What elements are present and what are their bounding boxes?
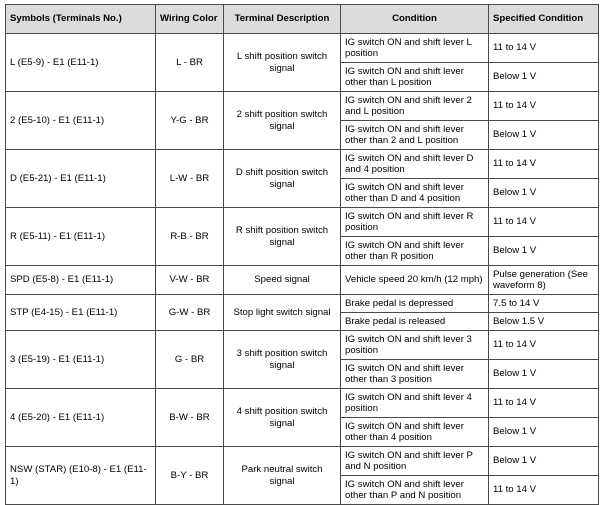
table-row xyxy=(6,295,599,313)
terminal-description-cell: R shift position switch signal xyxy=(224,208,341,266)
specified-condition-cell: 11 to 14 V xyxy=(489,150,599,179)
table-row xyxy=(6,266,599,295)
header-terminal-description: Terminal Description xyxy=(224,5,341,34)
condition-cell: IG switch ON and shift lever 4 position xyxy=(341,389,489,418)
specified-condition-cell: Below 1 V xyxy=(489,63,599,92)
condition-cell: IG switch ON and shift lever 3 position xyxy=(341,331,489,360)
terminal-symbol-cell: NSW (STAR) (E10-8) - E1 (E11-1) xyxy=(6,447,156,505)
terminal-symbol-cell: 3 (E5-19) - E1 (E11-1) xyxy=(6,331,156,389)
condition-cell: IG switch ON and shift lever R position xyxy=(341,208,489,237)
table-row xyxy=(6,208,599,237)
table-header xyxy=(6,5,599,34)
condition-cell: IG switch ON and shift lever L position xyxy=(341,34,489,63)
specified-condition-cell: 11 to 14 V xyxy=(489,476,599,505)
specified-condition-cell: 11 to 14 V xyxy=(489,208,599,237)
terminal-symbol-cell: L (E5-9) - E1 (E11-1) xyxy=(6,34,156,92)
wiring-color-cell: B-Y - BR xyxy=(156,447,224,505)
specified-condition-cell: Below 1 V xyxy=(489,121,599,150)
condition-cell: IG switch ON and shift lever other than L position xyxy=(341,63,489,92)
condition-cell: IG switch ON and shift lever other than 2 and L position xyxy=(341,121,489,150)
header-symbols: Symbols (Terminals No.) xyxy=(6,5,156,34)
table-row xyxy=(6,389,599,418)
wiring-color-cell: G-W - BR xyxy=(156,295,224,331)
wiring-color-cell: B-W - BR xyxy=(156,389,224,447)
table-row xyxy=(6,331,599,360)
condition-cell: Brake pedal is depressed xyxy=(341,295,489,313)
specified-condition-cell: Below 1 V xyxy=(489,418,599,447)
table-row xyxy=(6,34,599,63)
specified-condition-cell: Below 1.5 V xyxy=(489,313,599,331)
terminal-spec-sheet xyxy=(5,4,598,501)
specified-condition-cell: 11 to 14 V xyxy=(489,34,599,63)
wiring-color-cell: Y-G - BR xyxy=(156,92,224,150)
wiring-color-cell: R-B - BR xyxy=(156,208,224,266)
condition-cell: IG switch ON and shift lever 2 and L position xyxy=(341,92,489,121)
wiring-color-cell: L-W - BR xyxy=(156,150,224,208)
terminal-symbol-cell: 4 (E5-20) - E1 (E11-1) xyxy=(6,389,156,447)
table-row xyxy=(6,447,599,476)
condition-cell: IG switch ON and shift lever other than 4 position xyxy=(341,418,489,447)
terminal-description-cell: L shift position switch signal xyxy=(224,34,341,92)
terminal-description-cell: 4 shift position switch signal xyxy=(224,389,341,447)
header-wiring-color: Wiring Color xyxy=(156,5,224,34)
terminal-description-cell: D shift position switch signal xyxy=(224,150,341,208)
condition-cell: IG switch ON and shift lever D and 4 position xyxy=(341,150,489,179)
terminal-symbol-cell: STP (E4-15) - E1 (E11-1) xyxy=(6,295,156,331)
condition-cell: IG switch ON and shift lever other than D and 4 position xyxy=(341,179,489,208)
wiring-color-cell: V-W - BR xyxy=(156,266,224,295)
specified-condition-cell: Below 1 V xyxy=(489,237,599,266)
table-body xyxy=(6,34,599,505)
terminal-description-cell: Park neutral switch signal xyxy=(224,447,341,505)
terminal-description-cell: 2 shift position switch signal xyxy=(224,92,341,150)
header-row xyxy=(6,5,599,34)
specified-condition-cell: Pulse generation (See waveform 8) xyxy=(489,266,599,295)
specified-condition-cell: Below 1 V xyxy=(489,447,599,476)
header-condition: Condition xyxy=(341,5,489,34)
specified-condition-cell: 11 to 14 V xyxy=(489,331,599,360)
table-row xyxy=(6,92,599,121)
condition-cell: IG switch ON and shift lever P and N position xyxy=(341,447,489,476)
terminal-description-cell: Stop light switch signal xyxy=(224,295,341,331)
wiring-color-cell: G - BR xyxy=(156,331,224,389)
terminal-symbol-cell: D (E5-21) - E1 (E11-1) xyxy=(6,150,156,208)
table-row xyxy=(6,150,599,179)
terminal-symbol-cell: 2 (E5-10) - E1 (E11-1) xyxy=(6,92,156,150)
wiring-color-cell: L - BR xyxy=(156,34,224,92)
terminal-symbol-cell: SPD (E5-8) - E1 (E11-1) xyxy=(6,266,156,295)
terminal-description-cell: 3 shift position switch signal xyxy=(224,331,341,389)
specified-condition-cell: 7.5 to 14 V xyxy=(489,295,599,313)
terminal-spec-table xyxy=(5,4,599,505)
condition-cell: IG switch ON and shift lever other than P and N position xyxy=(341,476,489,505)
condition-cell: IG switch ON and shift lever other than R position xyxy=(341,237,489,266)
header-specified-condition: Specified Condition xyxy=(489,5,599,34)
terminal-symbol-cell: R (E5-11) - E1 (E11-1) xyxy=(6,208,156,266)
specified-condition-cell: Below 1 V xyxy=(489,360,599,389)
specified-condition-cell: 11 to 14 V xyxy=(489,92,599,121)
condition-cell: IG switch ON and shift lever other than 3 position xyxy=(341,360,489,389)
condition-cell: Brake pedal is released xyxy=(341,313,489,331)
condition-cell: Vehicle speed 20 km/h (12 mph) xyxy=(341,266,489,295)
specified-condition-cell: Below 1 V xyxy=(489,179,599,208)
terminal-description-cell: Speed signal xyxy=(224,266,341,295)
specified-condition-cell: 11 to 14 V xyxy=(489,389,599,418)
